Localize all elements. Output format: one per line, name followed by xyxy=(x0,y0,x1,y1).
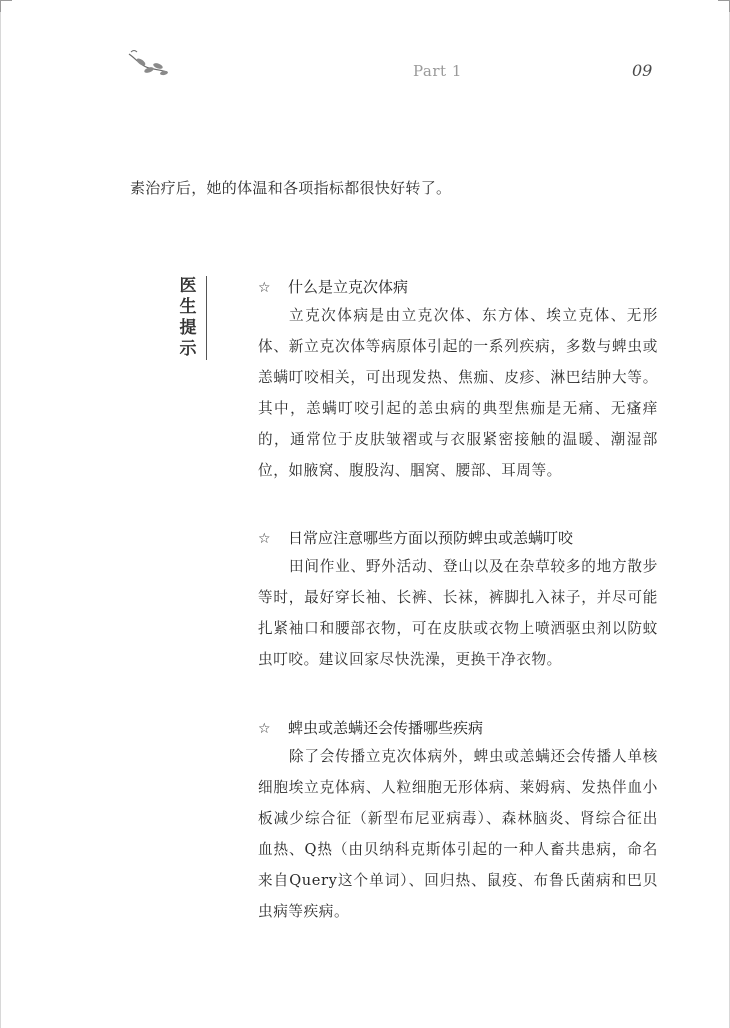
tip-section-prevention xyxy=(258,525,658,675)
tip-section-other-diseases xyxy=(258,715,658,927)
vine-ornament-icon xyxy=(127,48,169,78)
section-paragraph: 除了会传播立克次体病外，蜱虫或恙螨还会传播人单核细胞埃立克体病、人粒细胞无形体病、莱姆病、发热伴血小板减少综合征（新型布尼亚病毒）、森林脑炎、肾综合征出血热、Q热（由贝纳科克斯体引起的一种人畜共患病，命名来自Query这个单词）、回归热、鼠疫、布鲁氏菌病和巴贝虫病等疾病。 xyxy=(258,748,658,920)
section-title-text: 日常应注意哪些方面以预防蜱虫或恙螨叮咬 xyxy=(288,529,574,547)
section-heading xyxy=(258,525,658,551)
star-icon: ☆ xyxy=(258,531,271,547)
crop-mark-top-left xyxy=(0,0,12,1)
doctor-tips-char: 医 xyxy=(179,276,197,296)
carry-over-paragraph: 素治疗后，她的体温和各项指标都很快好转了。 xyxy=(130,179,452,197)
tip-section-rickettsial-disease xyxy=(258,274,658,486)
doctor-tips-char: 示 xyxy=(179,339,197,359)
star-icon: ☆ xyxy=(258,280,271,296)
doctor-tips-label xyxy=(177,276,207,360)
section-paragraph: 立克次体病是由立克次体、东方体、埃立克体、无形体、新立克次体等病原体引起的一系列疾病，多数与蜱虫或恙螨叮咬相关，可出现发热、焦痂、皮疹、淋巴结肿大等。其中，恙螨叮咬引起的恙虫病的典型焦痂是无痛、无瘙痒的，通常位于皮肤皱褶或与衣服紧密接触的温暖、潮湿部位，如腋窝、腹股沟、腘窝、腰部、耳周等。 xyxy=(258,307,658,479)
section-heading xyxy=(258,715,658,741)
page-edge-left xyxy=(0,0,1,1028)
doctor-tips-char: 生 xyxy=(179,297,197,317)
section-title-text: 什么是立克次体病 xyxy=(288,278,409,296)
doctor-tips-char: 提 xyxy=(179,318,197,338)
section-heading xyxy=(258,274,658,300)
running-header: Part 1 xyxy=(413,62,462,80)
section-paragraph: 田间作业、野外活动、登山以及在杂草较多的地方散步等时，最好穿长袖、长裤、长袜，裤脚扎入袜子，并尽可能扎紧袖口和腰部衣物，可在皮肤或衣物上喷洒驱虫剂以防蚊虫叮咬。建议回家尽快洗澡，更换干净衣物。 xyxy=(258,558,658,668)
page-number: 09 xyxy=(632,61,653,80)
star-icon: ☆ xyxy=(258,721,271,737)
section-title-text: 蜱虫或恙螨还会传播哪些疾病 xyxy=(288,719,484,737)
crop-mark-top-left-vertical xyxy=(0,0,1,12)
